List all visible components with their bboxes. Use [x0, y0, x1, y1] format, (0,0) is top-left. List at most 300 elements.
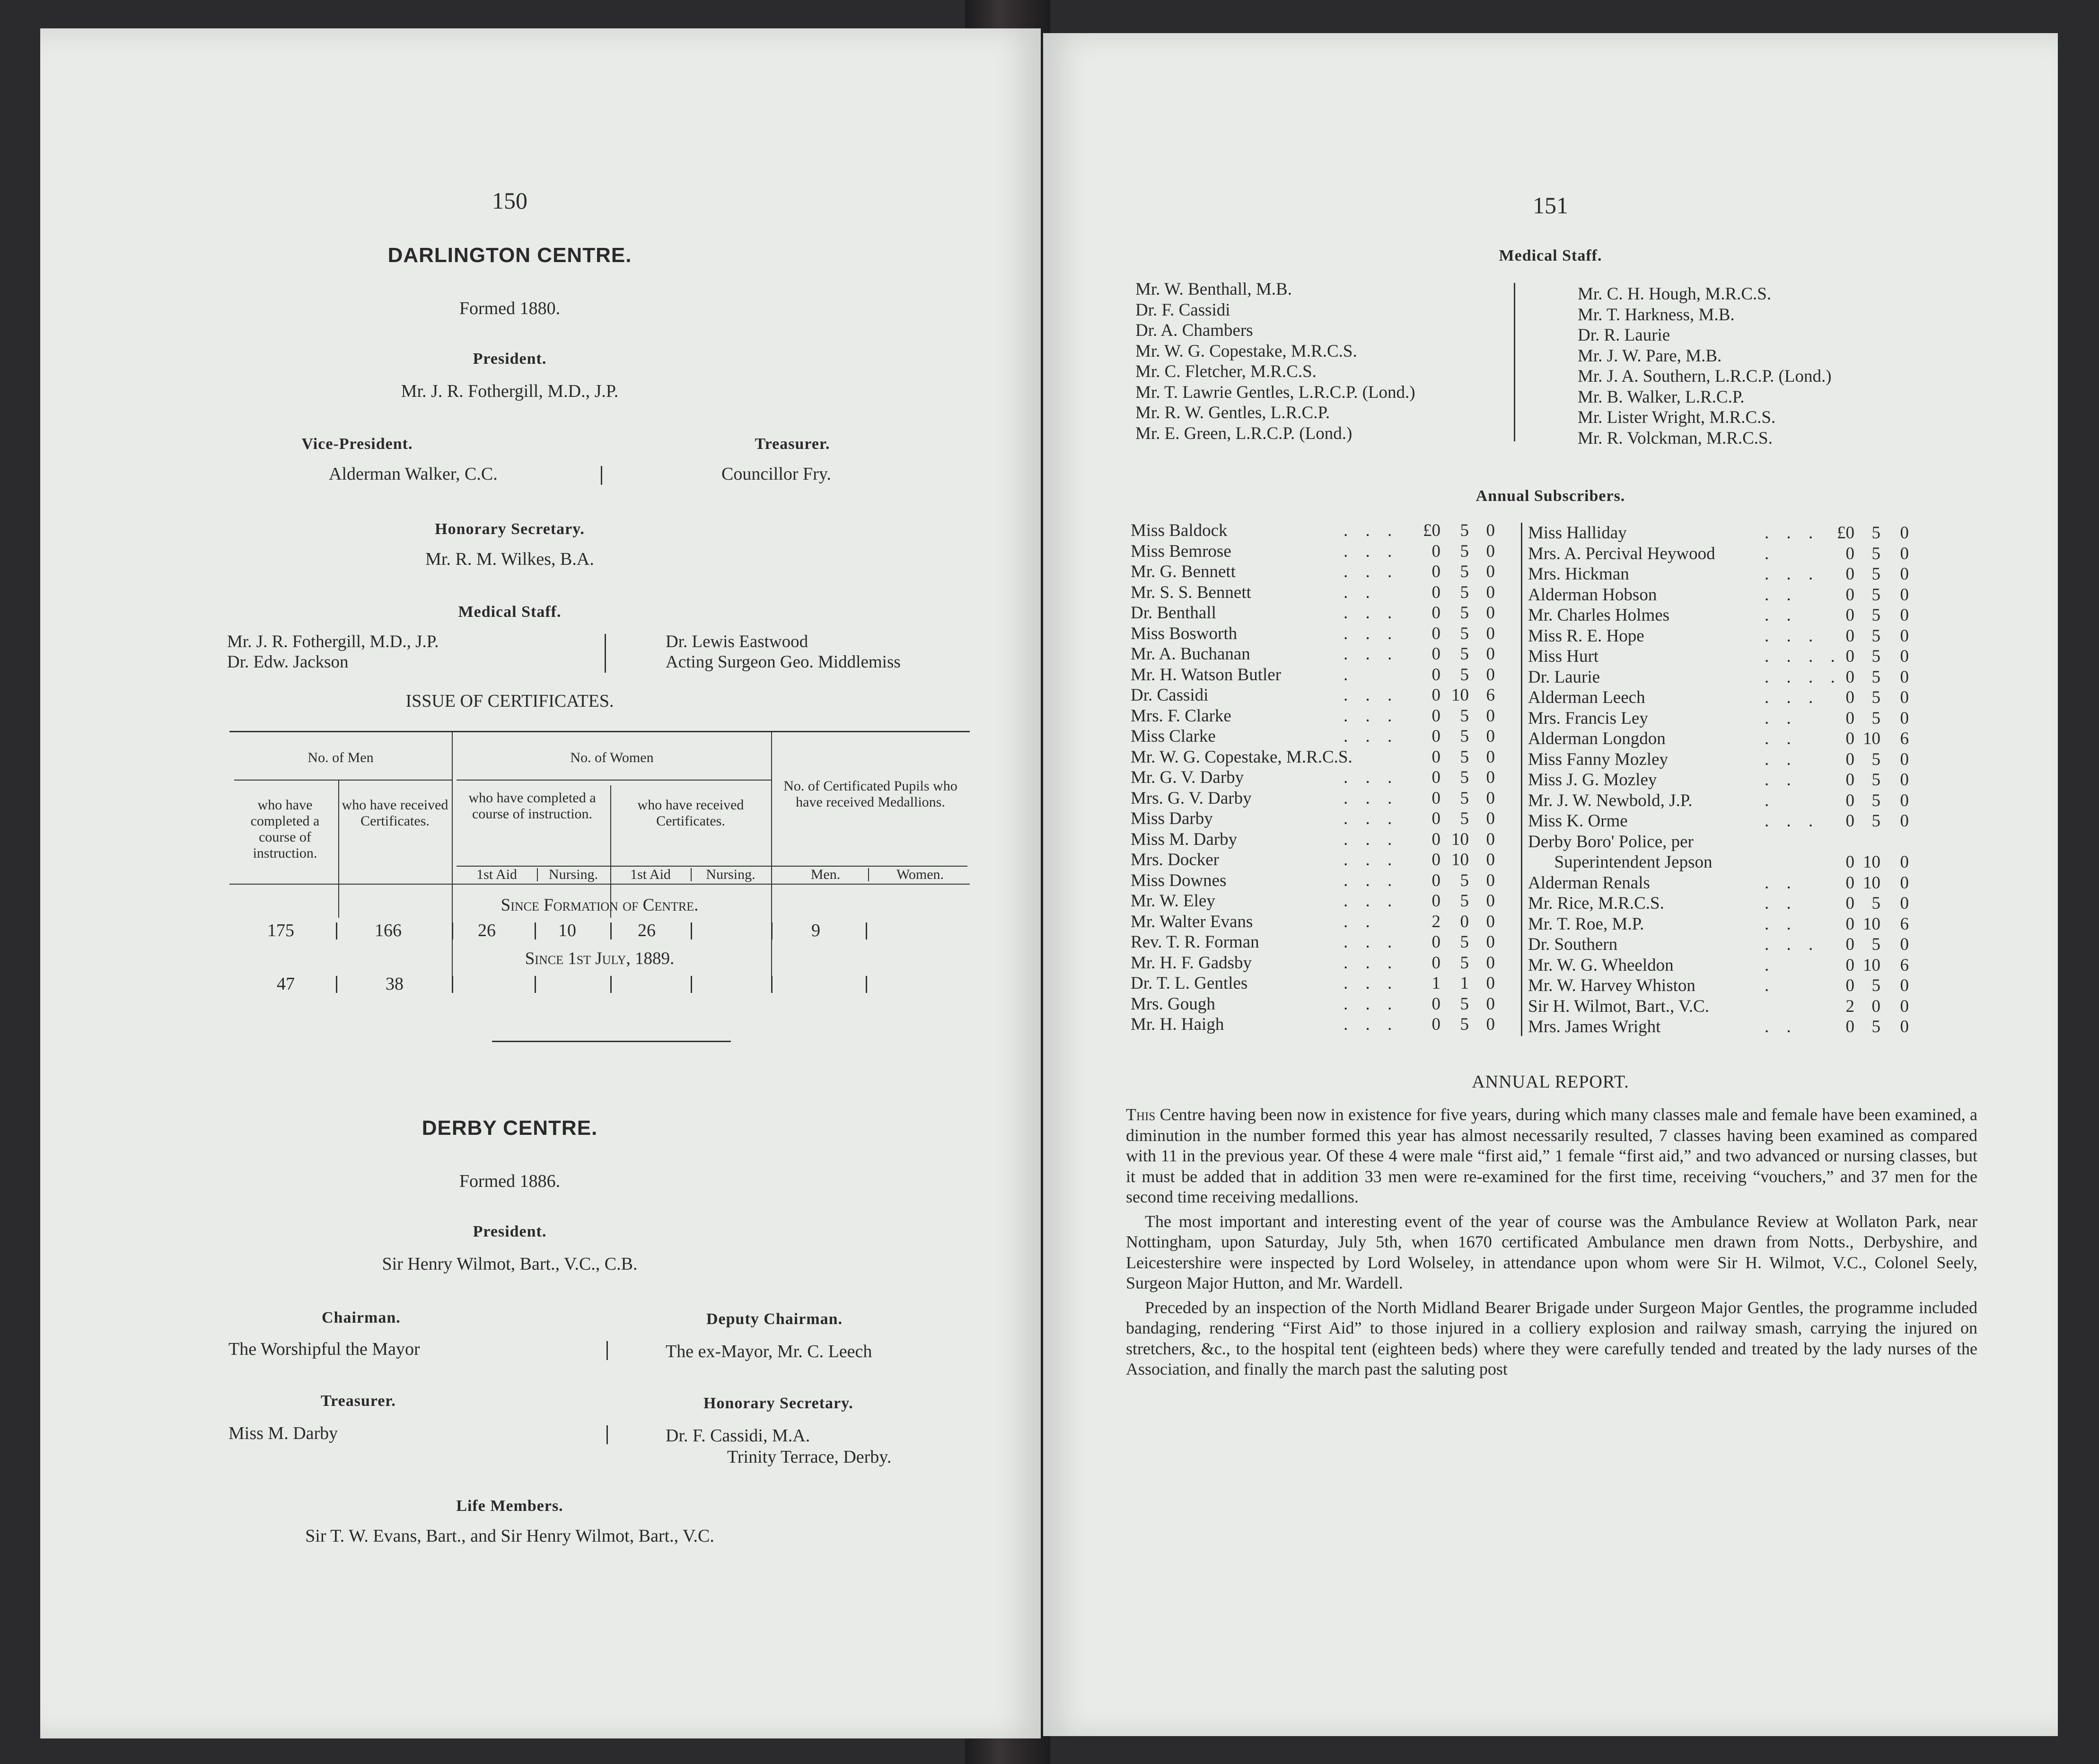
subscriber-row — [1131, 932, 1542, 953]
leader-dots: . . . — [1344, 809, 1399, 828]
subscriber-name: Mrs. F. Clarke — [1131, 706, 1231, 726]
subscriber-name: Superintendent Jepson — [1528, 852, 1713, 872]
subscriber-row — [1131, 973, 1542, 994]
medical-staff-member: Dr. R. Laurie — [1578, 325, 1670, 345]
leader-dots: . . . — [1344, 706, 1399, 726]
amount-shillings: 5 — [1460, 665, 1469, 685]
amount-pounds: 0 — [1845, 667, 1854, 687]
page-number: 150 — [492, 187, 527, 214]
leader-dots: . . . — [1344, 768, 1399, 787]
amount-shillings: 5 — [1460, 788, 1469, 808]
subscriber-row — [1528, 667, 2053, 688]
amount-pence: 0 — [1486, 582, 1495, 602]
derby-president-name: Sir Henry Wilmot, Bart., V.C., C.B. — [382, 1254, 638, 1274]
leader-dots: . — [1765, 544, 1776, 563]
subscriber-row — [1131, 747, 1542, 768]
derby-treasurer-name: Miss M. Darby — [228, 1423, 338, 1443]
president-name: Mr. J. R. Fothergill, M.D., J.P. — [401, 381, 619, 401]
amount-shillings: 5 — [1871, 811, 1880, 831]
amount-pounds: 0 — [1845, 976, 1854, 995]
amount-pounds: 0 — [1845, 626, 1854, 646]
amount-shillings: 5 — [1460, 623, 1469, 643]
amount-shillings: 5 — [1460, 706, 1469, 726]
leader-dots: . . . — [1765, 935, 1820, 954]
amount-pounds: 2 — [1845, 996, 1854, 1016]
leader-dots: . . . — [1344, 891, 1399, 911]
subscribers-right-list — [1528, 523, 2053, 1043]
subscriber-row — [1528, 646, 2053, 667]
subscriber-name: Mr. H. Watson Butler — [1131, 665, 1282, 685]
amount-pounds: 0 — [1432, 665, 1440, 685]
amount-pounds: 0 — [1845, 914, 1854, 934]
men-completed-header: who have completed a course of instruction. — [250, 797, 320, 861]
subscriber-row — [1528, 585, 2053, 606]
amount-pounds: 0 — [1432, 623, 1440, 643]
subscriber-row — [1131, 520, 1542, 541]
medical-staff-right — [1578, 284, 1832, 448]
amount-pounds: 0 — [1432, 829, 1440, 849]
amount-pence: 0 — [1486, 521, 1495, 540]
subscriber-name: Miss Bosworth — [1131, 623, 1238, 643]
first-aid-col: 1st Aid — [476, 867, 517, 882]
subscriber-row — [1528, 605, 2053, 626]
amount-shillings: 5 — [1460, 644, 1469, 664]
subscriber-row — [1528, 873, 2053, 894]
subscriber-row — [1528, 955, 2053, 976]
subscriber-name: Mrs. Docker — [1131, 850, 1220, 869]
leader-dots: . . . — [1765, 688, 1820, 707]
subscriber-row — [1528, 790, 2053, 811]
subscriber-row — [1131, 685, 1542, 706]
subscriber-row — [1131, 829, 1542, 850]
nursing-col-2: Nursing. — [706, 867, 755, 882]
amount-shillings: 5 — [1460, 953, 1469, 973]
subscriber-row — [1131, 870, 1542, 891]
subscriber-name: Miss Halliday — [1528, 523, 1627, 543]
subscriber-name: Mr. W. Eley — [1131, 891, 1215, 911]
amount-pounds: 0 — [1432, 809, 1440, 828]
amount-pounds: 0 — [1432, 891, 1440, 911]
subscriber-name: Mr. S. S. Bennett — [1131, 582, 1251, 602]
subscriber-row — [1131, 541, 1542, 562]
subscriber-row — [1131, 644, 1542, 665]
since-july-label: Since 1st July, 1889. — [525, 949, 675, 968]
leader-dots: . . — [1765, 729, 1798, 748]
subscriber-row — [1131, 603, 1542, 623]
medical-staff-member: Mr. Lister Wright, M.R.C.S. — [1578, 408, 1776, 427]
right-page — [1043, 33, 2058, 1736]
subscriber-row — [1131, 623, 1542, 644]
amount-shillings: 5 — [1871, 544, 1880, 563]
leader-dots: . . . — [1344, 932, 1399, 952]
amount-pounds: 0 — [1432, 747, 1440, 767]
amount-shillings: 5 — [1871, 523, 1880, 543]
amount-pounds: 0 — [1845, 708, 1854, 728]
amount-shillings: 5 — [1460, 562, 1469, 581]
amount-pence: 6 — [1900, 729, 1909, 748]
amount-pence: 0 — [1486, 665, 1495, 685]
vice-president-heading: Vice-President. — [301, 435, 413, 453]
subscriber-row — [1131, 1014, 1542, 1035]
subscriber-row — [1131, 562, 1542, 582]
life-members-names: Sir T. W. Evans, Bart., and Sir Henry Wilmot, Bart., V.C. — [305, 1526, 714, 1546]
subscriber-name: Miss Baldock — [1131, 521, 1228, 540]
amount-pence: 6 — [1900, 955, 1909, 975]
subscriber-name: Mr. J. W. Newbold, J.P. — [1528, 790, 1693, 810]
derby-hon-sec-heading: Honorary Secretary. — [703, 1395, 853, 1412]
table-cell: 26 — [478, 921, 496, 940]
subscriber-row — [1131, 850, 1542, 870]
subscriber-name: Alderman Leech — [1528, 688, 1645, 707]
subscriber-name: Mr. W. G. Copestake, M.R.C.S. — [1131, 747, 1352, 767]
subscriber-name: Miss Fanny Mozley — [1528, 749, 1668, 769]
amount-shillings: 5 — [1460, 582, 1469, 602]
medical-staff-member: Acting Surgeon Geo. Middlemiss — [666, 652, 901, 672]
subscribers-heading: Annual Subscribers. — [1475, 487, 1625, 505]
subscriber-row — [1131, 912, 1542, 932]
amount-shillings: 10 — [1863, 955, 1880, 975]
report-lead: This — [1126, 1105, 1156, 1124]
amount-pence: 0 — [1900, 811, 1909, 831]
amount-pence: 0 — [1900, 976, 1909, 995]
amount-pounds: £0 — [1423, 521, 1440, 540]
amount-shillings: 5 — [1460, 727, 1469, 746]
amount-pounds: 0 — [1845, 955, 1854, 975]
subscriber-row — [1528, 934, 2053, 955]
report-text: Centre having been now in existence for five years, during which many classes male and female have been examined, a diminution in the number formed this year has almost necessarily resulted, 7 classes having been examined as compared with 11 in the previous year. Of these 4 were male “first aid,” 1 female “first aid,” and two advanced or nursing classes, but it must be added that in addition 33 men were re-examined for the first time, receiving “vouchers,” and 37 men for the second time receiving medallions. — [1126, 1105, 1978, 1206]
medical-staff-heading: Medical Staff. — [1499, 247, 1602, 264]
amount-pence: 0 — [1486, 932, 1495, 952]
treasurer-name: Councillor Fry. — [721, 464, 831, 484]
women-completed-header: who have completed a course of instruction. — [468, 790, 596, 822]
amount-pounds: 0 — [1845, 852, 1854, 872]
amount-pounds: 2 — [1432, 912, 1440, 931]
leader-dots: . . . — [1344, 541, 1399, 561]
subscriber-row — [1131, 665, 1542, 685]
leader-dots: . . . — [1344, 1015, 1399, 1034]
amount-pence: 0 — [1486, 788, 1495, 808]
amount-shillings: 5 — [1871, 585, 1880, 605]
first-aid-col-2: 1st Aid — [630, 867, 671, 882]
amount-pounds: 0 — [1845, 894, 1854, 913]
subscriber-row — [1528, 1017, 2053, 1037]
amount-shillings: 5 — [1871, 894, 1880, 913]
subscriber-name: Dr. T. L. Gentles — [1131, 974, 1248, 993]
amount-pence: 0 — [1486, 562, 1495, 581]
derby-hon-sec-address: Trinity Terrace, Derby. — [727, 1447, 892, 1467]
medical-staff-member: Mr. J. R. Fothergill, M.D., J.P. — [227, 632, 439, 651]
column-divider — [601, 466, 602, 485]
chairman-name: The Worshipful the Mayor — [228, 1339, 420, 1359]
since-formation-label: Since Formation of Centre. — [501, 895, 699, 915]
subscriber-name: Miss J. G. Mozley — [1528, 770, 1657, 790]
amount-pence: 0 — [1486, 644, 1495, 664]
medical-staff-member: Dr. A. Chambers — [1135, 321, 1253, 340]
amount-pounds: 0 — [1432, 768, 1440, 787]
amount-pence: 6 — [1486, 685, 1495, 705]
amount-pence: 0 — [1486, 768, 1495, 787]
certificates-title: ISSUE OF CERTIFICATES. — [405, 691, 614, 711]
amount-pounds: 0 — [1845, 770, 1854, 790]
amount-pence: 0 — [1900, 544, 1909, 563]
medical-staff-heading: Medical Staff. — [458, 603, 562, 621]
amount-pounds: 0 — [1845, 729, 1854, 748]
amount-pounds: 0 — [1432, 953, 1440, 973]
report-paragraph: Preceded by an inspection of the North Midland Bearer Brigade under Surgeon Major Gentles, the programme included bandaging, rendering “First Aid” to those injured in a colliery explosion and railway smash, carrying the injured on stretchers, &c., to the hospital tent (eighteen beds) where they were carefully tended and treated by the lady nurses of the Association, and finally the march past the saluting post — [1126, 1298, 1977, 1378]
amount-pounds: 0 — [1845, 790, 1854, 810]
leader-dots: . . . — [1344, 685, 1399, 705]
darlington-title: DARLINGTON CENTRE. — [387, 244, 632, 267]
amount-shillings: 5 — [1871, 564, 1880, 584]
amount-pounds: 0 — [1432, 644, 1440, 664]
amount-pence: 0 — [1486, 974, 1495, 993]
derby-title: DERBY CENTRE. — [422, 1116, 598, 1140]
amount-shillings: 5 — [1871, 1017, 1880, 1036]
president-heading: President. — [473, 350, 547, 368]
medical-staff-member: Mr. J. A. Southern, L.R.C.P. (Lond.) — [1578, 367, 1832, 386]
subscriber-name: Mr. H. F. Gadsby — [1131, 953, 1252, 973]
amount-shillings: 5 — [1460, 1015, 1469, 1034]
subscriber-name: Miss Hurt — [1528, 647, 1599, 666]
amount-pounds: 1 — [1432, 974, 1440, 993]
subscriber-row — [1131, 808, 1542, 829]
subscriber-row — [1528, 626, 2053, 647]
amount-pounds: 0 — [1845, 647, 1854, 666]
men-header: No. of Men — [307, 750, 374, 765]
amount-pounds: 0 — [1845, 544, 1854, 563]
medical-staff-member: Mr. R. Volckman, M.R.C.S. — [1578, 428, 1773, 448]
left-page — [40, 28, 1041, 1738]
amount-pence: 0 — [1900, 606, 1909, 625]
subscriber-row — [1528, 811, 2053, 832]
amount-pence: 0 — [1900, 626, 1909, 646]
amount-pounds: 0 — [1845, 564, 1854, 584]
medical-staff-member: Mr. C. H. Hough, M.R.C.S. — [1578, 284, 1772, 304]
amount-pounds: 0 — [1432, 788, 1440, 808]
subscriber-name: Miss Clarke — [1131, 727, 1216, 746]
amount-shillings: 10 — [1863, 914, 1880, 934]
amount-pounds: 0 — [1845, 1017, 1854, 1036]
subscriber-name: Mr. Charles Holmes — [1528, 606, 1670, 625]
subscriber-name: Miss K. Orme — [1528, 811, 1628, 831]
report-paragraph: The most important and interesting event of the year of course was the Ambulance Review at Wollaton Park, near Nottingham, upon Saturday, July 5th, when 1670 certificated Ambulance men drawn from Notts., Derbyshire, and Leicestershire were inspected by Lord Wolseley, in attendance upon whom were Sir H. Wilmot, V.C., Colonel Seely, Surgeon Major Hutton, and Mr. Wardell. — [1126, 1211, 1977, 1292]
medical-staff-member: Mr. E. Green, L.R.C.P. (Lond.) — [1135, 423, 1352, 443]
hon-sec-heading: Honorary Secretary. — [435, 520, 585, 538]
derby-hon-sec-name: Dr. F. Cassidi, M.A. — [666, 1426, 810, 1446]
leader-dots: . . . — [1344, 994, 1399, 1014]
leader-dots: . . — [1344, 912, 1377, 931]
leader-dots: . . . — [1765, 811, 1820, 831]
amount-pence: 0 — [1900, 667, 1909, 687]
subscriber-name: Dr. Southern — [1528, 935, 1618, 954]
medical-staff-right — [666, 632, 901, 672]
amount-shillings: 5 — [1871, 688, 1880, 707]
subscriber-name: Mr. W. G. Wheeldon — [1528, 955, 1674, 975]
subscriber-name: Miss M. Darby — [1131, 829, 1238, 849]
medical-staff-member: Dr. Edw. Jackson — [227, 652, 349, 672]
table-cell: 26 — [638, 921, 656, 940]
subscriber-name: Alderman Renals — [1528, 873, 1650, 893]
subscriber-name: Alderman Hobson — [1528, 585, 1657, 605]
table-cell: 38 — [386, 974, 404, 994]
amount-pence: 0 — [1486, 912, 1495, 931]
subscriber-name: Mr. H. Haigh — [1131, 1015, 1224, 1034]
derby-formed: Formed 1886. — [459, 1171, 561, 1191]
table-cell: 175 — [267, 921, 294, 940]
leader-dots: . . . — [1344, 953, 1399, 973]
medical-staff-left — [1135, 279, 1415, 444]
subscriber-name: Dr. Laurie — [1528, 667, 1600, 687]
leader-dots: . . . — [1344, 644, 1399, 664]
medical-staff-member: Mr. J. W. Pare, M.B. — [1578, 346, 1722, 366]
amount-pounds: 0 — [1432, 870, 1440, 890]
subscriber-name: Dr. Benthall — [1131, 603, 1216, 623]
column-divider — [606, 1341, 608, 1360]
subscriber-row — [1131, 706, 1542, 727]
leader-dots: . — [1765, 955, 1776, 975]
men-received-header: who have received Certificates. — [342, 797, 448, 829]
amount-pounds: 0 — [1432, 541, 1440, 561]
subscriber-name: Mr. W. Harvey Whiston — [1528, 976, 1695, 995]
leader-dots: . . . — [1344, 850, 1399, 869]
amount-pence: 0 — [1900, 935, 1909, 954]
amount-pounds: 0 — [1432, 1015, 1440, 1034]
amount-pence: 0 — [1900, 708, 1909, 728]
amount-pounds: 0 — [1845, 606, 1854, 625]
amount-pence: 0 — [1900, 790, 1909, 810]
amount-shillings: 5 — [1871, 976, 1880, 995]
amount-shillings: 5 — [1871, 606, 1880, 625]
leader-dots: . . — [1765, 585, 1798, 605]
leader-dots: . . . — [1344, 829, 1399, 849]
amount-shillings: 5 — [1460, 747, 1469, 767]
page-number: 151 — [1533, 192, 1568, 219]
amount-shillings: 5 — [1871, 790, 1880, 810]
amount-pence: 0 — [1486, 829, 1495, 849]
leader-dots: . — [1344, 665, 1355, 685]
leader-dots: . . — [1765, 606, 1798, 625]
subscriber-name: Derby Boro' Police, per — [1528, 832, 1694, 851]
amount-pounds: 0 — [1432, 603, 1440, 623]
medallion-women-col: Women. — [896, 867, 944, 882]
table-cell: 10 — [558, 921, 576, 940]
amount-pence: 0 — [1900, 688, 1909, 707]
amount-pounds: 0 — [1432, 685, 1440, 705]
subscriber-row — [1528, 564, 2053, 585]
subscriber-row — [1528, 893, 2053, 914]
table-cell: 166 — [375, 921, 402, 940]
amount-pence: 0 — [1900, 564, 1909, 584]
leader-dots: . . — [1765, 708, 1798, 728]
amount-shillings: 10 — [1451, 829, 1469, 849]
amount-pence: 0 — [1900, 1017, 1909, 1036]
amount-shillings: 0 — [1460, 912, 1469, 931]
leader-dots: . . . — [1344, 870, 1399, 890]
subscriber-row — [1528, 975, 2053, 996]
subscriber-row — [1528, 687, 2053, 708]
leader-dots: . . . — [1344, 623, 1399, 643]
amount-shillings: 10 — [1451, 850, 1469, 869]
leader-dots: . . . — [1344, 974, 1399, 993]
amount-pence: 0 — [1900, 770, 1909, 790]
amount-pounds: 0 — [1432, 582, 1440, 602]
amount-shillings: 5 — [1460, 768, 1469, 787]
amount-shillings: 10 — [1451, 685, 1469, 705]
leader-dots: . . . — [1344, 788, 1399, 808]
subscriber-name: Miss R. E. Hope — [1528, 626, 1644, 646]
medical-staff-member: Dr. F. Cassidi — [1135, 300, 1230, 320]
amount-pence: 0 — [1486, 850, 1495, 869]
chairman-heading: Chairman. — [322, 1309, 401, 1326]
column-divider — [1514, 283, 1515, 441]
subscriber-row — [1528, 996, 2053, 1017]
women-header: No. of Women — [570, 750, 654, 765]
amount-pounds: 0 — [1432, 994, 1440, 1014]
table-cell: 47 — [277, 974, 295, 994]
subscriber-row — [1131, 891, 1542, 912]
amount-shillings: 1 — [1460, 974, 1469, 993]
subscriber-row — [1131, 994, 1542, 1015]
amount-pence: 0 — [1486, 706, 1495, 726]
amount-pence: 0 — [1486, 1015, 1495, 1034]
subscriber-name: Mrs. Hickman — [1528, 564, 1629, 584]
subscriber-row — [1528, 728, 2053, 749]
leader-dots: . . . — [1344, 562, 1399, 581]
amount-shillings: 10 — [1863, 873, 1880, 893]
amount-pence: 0 — [1486, 623, 1495, 643]
subscriber-name: Mrs. A. Percival Heywood — [1528, 544, 1715, 563]
leader-dots: . . . — [1344, 727, 1399, 746]
amount-shillings: 5 — [1460, 994, 1469, 1014]
table-row — [40, 974, 1041, 997]
amount-shillings: 5 — [1871, 667, 1880, 687]
subscriber-name: Sir H. Wilmot, Bart., V.C. — [1528, 996, 1709, 1016]
subscriber-name: Mr. Walter Evans — [1131, 912, 1253, 931]
medical-staff-left — [227, 632, 439, 672]
amount-pence: 0 — [1900, 996, 1909, 1016]
leader-dots: . . . — [1765, 626, 1820, 646]
vice-president-name: Alderman Walker, C.C. — [329, 464, 498, 484]
subscriber-row — [1131, 788, 1542, 809]
amount-pounds: £0 — [1837, 523, 1854, 543]
table-row — [40, 920, 1041, 944]
medical-staff-member: Mr. R. W. Gentles, L.R.C.P. — [1135, 403, 1330, 422]
amount-pence: 0 — [1900, 647, 1909, 666]
subscriber-name: Mrs. G. V. Darby — [1131, 788, 1252, 808]
amount-pence: 0 — [1486, 953, 1495, 973]
deputy-chairman-name: The ex-Mayor, Mr. C. Leech — [666, 1342, 872, 1361]
medical-staff-member: Mr. B. Walker, L.R.C.P. — [1578, 387, 1745, 407]
amount-shillings: 5 — [1460, 891, 1469, 911]
amount-shillings: 10 — [1863, 852, 1880, 872]
subscriber-row — [1528, 708, 2053, 729]
leader-dots: . . . — [1765, 523, 1820, 543]
amount-pence: 0 — [1900, 585, 1909, 605]
subscriber-name: Mrs. Gough — [1131, 994, 1215, 1014]
leader-dots: . . — [1765, 894, 1798, 913]
amount-pounds: 0 — [1432, 562, 1440, 581]
amount-pence: 0 — [1900, 894, 1909, 913]
amount-shillings: 5 — [1460, 870, 1469, 890]
subscriber-row — [1131, 953, 1542, 974]
amount-shillings: 5 — [1460, 932, 1469, 952]
subscriber-row — [1528, 852, 2053, 873]
column-divider — [606, 1425, 608, 1444]
subscriber-row — [1528, 523, 2053, 544]
amount-shillings: 10 — [1863, 729, 1880, 748]
subscriber-row — [1131, 767, 1542, 788]
subscriber-name: Miss Bemrose — [1131, 541, 1231, 561]
